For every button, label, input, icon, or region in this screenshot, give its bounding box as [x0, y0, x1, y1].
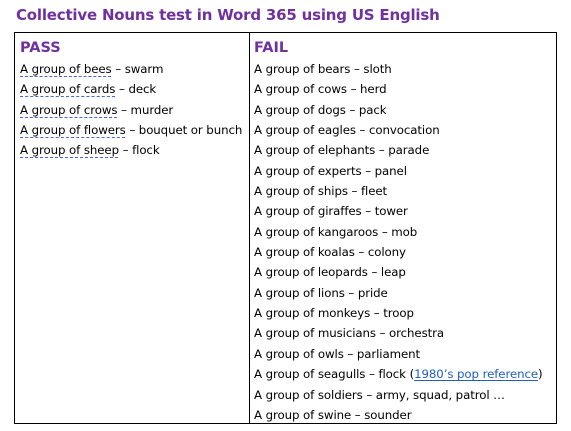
- fail-item: A group of swine – sounder: [254, 407, 412, 422]
- fail-item: A group of bears – sloth: [254, 62, 392, 76]
- fail-item-text: A group of seagulls – flock (: [254, 367, 415, 382]
- fail-item-with-link: [254, 364, 554, 384]
- fail-item: A group of dogs – pack: [254, 102, 387, 117]
- fail-column: [254, 33, 554, 423]
- fail-list: [254, 59, 554, 425]
- results-table: [14, 32, 557, 424]
- fail-item: A group of musicians – orchestra: [254, 326, 445, 341]
- pop-reference-link[interactable]: 1980’s pop reference: [414, 367, 539, 382]
- fail-item: A group of monkeys – troop: [254, 306, 414, 321]
- pass-item: [20, 100, 246, 120]
- proofing-marked-phrase[interactable]: A group of sheep: [20, 143, 119, 158]
- proofing-marked-phrase[interactable]: A group of bees: [20, 62, 112, 76]
- fail-item: A group of kangaroos – mob: [254, 224, 418, 239]
- fail-item-text-end: ): [538, 367, 543, 382]
- pass-item: [20, 120, 246, 140]
- pass-header: PASS: [20, 40, 61, 56]
- proofing-marked-phrase[interactable]: A group of cards: [20, 82, 116, 97]
- pass-item: [20, 59, 246, 79]
- fail-item: A group of eagles – convocation: [254, 123, 440, 138]
- pass-item: [20, 79, 246, 99]
- fail-header: FAIL: [254, 40, 289, 56]
- fail-item: A group of experts – panel: [254, 163, 407, 178]
- collective-noun: – swarm: [111, 62, 164, 76]
- proofing-marked-phrase[interactable]: A group of crows: [20, 102, 118, 117]
- collective-noun: – bouquet or bunch: [125, 123, 243, 138]
- collective-noun: – deck: [115, 82, 157, 97]
- fail-item: A group of elephants – parade: [254, 143, 430, 158]
- fail-item: A group of owls – parliament: [254, 346, 421, 361]
- fail-item: A group of leopards – leap: [254, 265, 406, 280]
- collective-noun: – murder: [117, 102, 174, 117]
- fail-item: A group of lions – pride: [254, 285, 388, 300]
- fail-item: A group of giraffes – tower: [254, 204, 408, 219]
- fail-item: A group of cows – herd: [254, 82, 387, 97]
- pass-item: [20, 140, 246, 160]
- pass-list: [20, 59, 246, 161]
- page-title: Collective Nouns test in Word 365 using US English: [16, 6, 440, 24]
- pass-column: [20, 33, 246, 423]
- fail-item: A group of koalas – colony: [254, 245, 406, 260]
- fail-item: A group of soldiers – army, squad, patrol …: [254, 387, 505, 402]
- column-divider: [249, 33, 250, 423]
- proofing-marked-phrase[interactable]: A group of flowers: [20, 123, 126, 138]
- collective-noun: – flock: [118, 143, 160, 158]
- fail-item: A group of ships – fleet: [254, 184, 388, 199]
